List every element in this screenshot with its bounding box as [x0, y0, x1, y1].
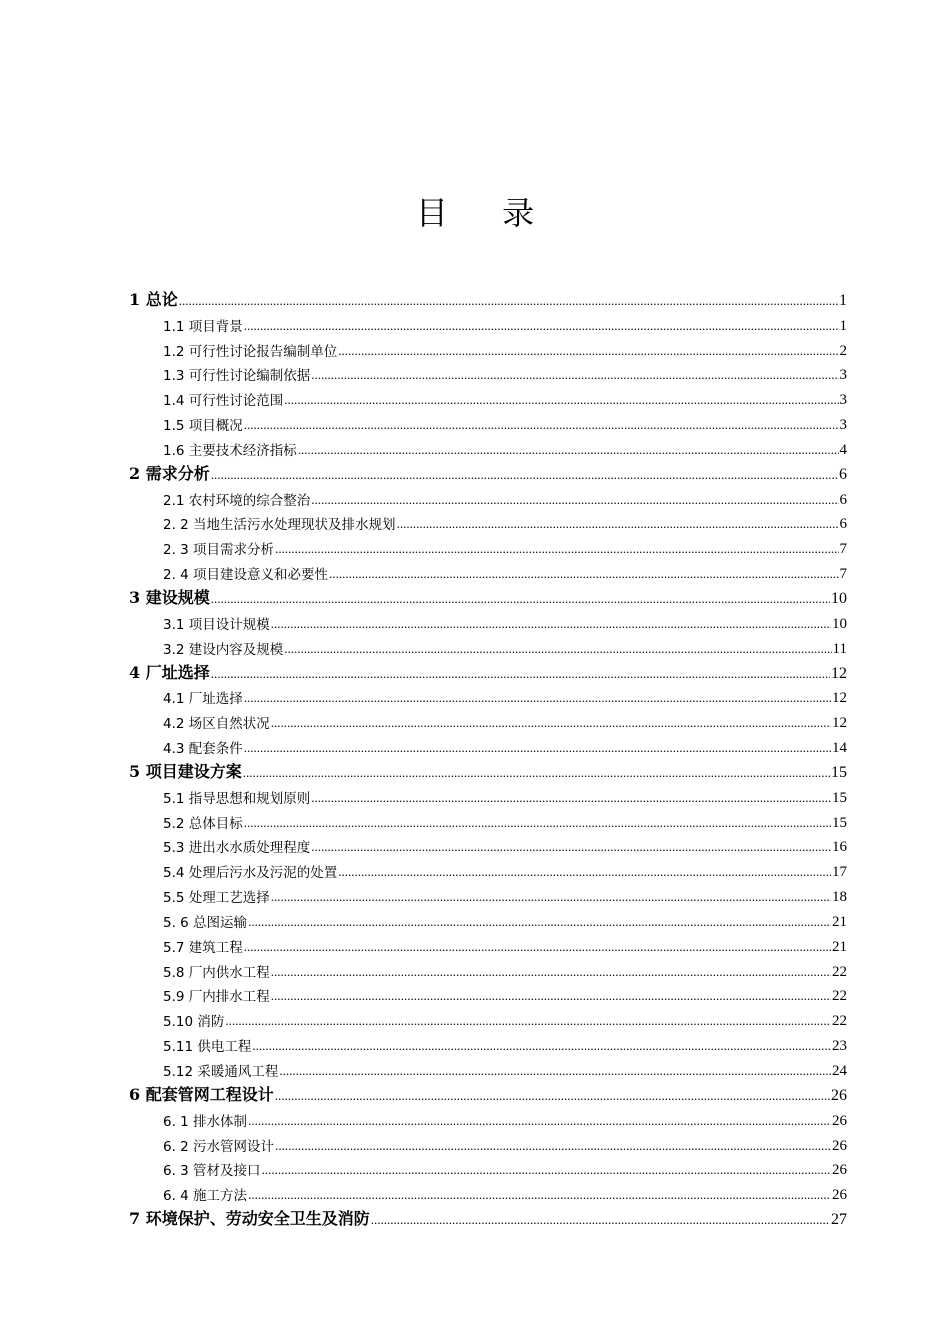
toc-entry-label: 3.2 建设内容及规模 — [163, 641, 284, 658]
toc-section-entry[interactable] — [129, 310, 847, 335]
toc-entry-label: 5.3 进出水水质处理程度 — [163, 840, 311, 857]
toc-section-entry[interactable] — [129, 707, 847, 732]
toc-section-entry[interactable] — [129, 956, 847, 981]
toc-section-entry[interactable] — [129, 1105, 847, 1130]
dot-leader — [179, 294, 838, 310]
toc-page-number: 21 — [832, 913, 847, 930]
toc-section-entry[interactable] — [129, 533, 847, 558]
toc-section-entry[interactable] — [129, 856, 847, 881]
toc-entry-label: 5.12 采暖通风工程 — [163, 1064, 279, 1080]
dot-leader — [243, 766, 830, 782]
toc-page-number: 17 — [832, 864, 847, 881]
toc-section-entry[interactable] — [129, 931, 847, 956]
dot-leader — [248, 915, 831, 931]
toc-page-number: 24 — [832, 1063, 847, 1079]
dot-leader — [371, 1213, 830, 1229]
dot-leader — [248, 1188, 831, 1204]
toc-entry-label: 1.2 可行性讨论报告编制单位 — [163, 343, 338, 360]
toc-entry-label: 5.10 消防 — [163, 1014, 225, 1031]
dot-leader — [244, 940, 831, 956]
toc-page-number: 21 — [832, 938, 847, 955]
toc-section-entry[interactable] — [129, 335, 847, 360]
toc-section-entry[interactable] — [129, 633, 847, 658]
dot-leader — [244, 691, 831, 707]
toc-page-number: 1 — [839, 291, 847, 309]
dot-leader — [244, 741, 831, 757]
toc-chapter-entry[interactable] — [129, 1080, 847, 1105]
toc-entry-label: 3.1 项目设计规模 — [163, 616, 270, 633]
toc-chapter-entry[interactable] — [129, 658, 847, 683]
toc-section-entry[interactable] — [129, 782, 847, 807]
toc-entry-label: 4.2 场区自然状况 — [163, 716, 270, 733]
toc-section-entry[interactable] — [129, 409, 847, 434]
dot-leader — [338, 344, 838, 360]
dot-leader — [271, 716, 831, 732]
toc-page-number: 4 — [839, 441, 847, 458]
toc-section-entry[interactable] — [129, 608, 847, 633]
toc-section-entry[interactable] — [129, 732, 847, 757]
toc-entry-label: 6. 2 污水管网设计 — [163, 1138, 275, 1155]
toc-entry-label: 5.7 建筑工程 — [163, 939, 243, 956]
toc-section-entry[interactable] — [129, 906, 847, 931]
table-of-contents — [129, 285, 847, 1229]
dot-leader — [244, 816, 831, 832]
toc-page-number: 18 — [832, 889, 847, 906]
toc-page-number: 10 — [832, 615, 847, 632]
dot-leader — [311, 840, 831, 856]
toc-section-entry[interactable] — [129, 1155, 847, 1180]
toc-page-number: 15 — [832, 789, 847, 806]
dot-leader — [298, 443, 839, 459]
toc-section-entry[interactable] — [129, 1130, 847, 1155]
toc-entry-label: 1.6 主要技术经济指标 — [163, 442, 297, 459]
toc-entry-label: 1.3 可行性讨论编制依据 — [163, 368, 311, 385]
toc-entry-label: 1 总论 — [129, 289, 178, 309]
dot-leader — [244, 319, 839, 335]
dot-leader — [284, 642, 831, 658]
toc-entry-label: 6 配套管网工程设计 — [129, 1084, 274, 1104]
toc-section-entry[interactable] — [129, 1030, 847, 1055]
toc-page-number: 12 — [832, 715, 847, 732]
toc-entry-label: 1.5 项目概况 — [163, 418, 243, 435]
toc-section-entry[interactable] — [129, 807, 847, 832]
toc-entry-label: 2. 3 项目需求分析 — [163, 542, 275, 559]
dot-leader — [248, 1114, 831, 1130]
toc-chapter-entry[interactable] — [129, 1204, 847, 1229]
toc-section-entry[interactable] — [129, 360, 847, 385]
toc-section-entry[interactable] — [129, 384, 847, 409]
toc-page-number: 3 — [839, 367, 847, 384]
toc-page-number: 26 — [832, 1187, 847, 1204]
dot-leader — [275, 542, 838, 558]
toc-page-number: 26 — [832, 1162, 847, 1179]
toc-page-number: 11 — [832, 640, 847, 657]
toc-section-entry[interactable] — [129, 558, 847, 583]
toc-page-number: 7 — [839, 566, 847, 583]
dot-leader — [311, 791, 831, 807]
toc-entry-label: 3 建设规模 — [129, 587, 210, 607]
toc-entry-label: 6. 1 排水体制 — [163, 1113, 248, 1130]
toc-page-number: 12 — [832, 690, 847, 707]
page-title: 目 录 — [415, 194, 557, 232]
toc-section-entry[interactable] — [129, 509, 847, 534]
toc-page-number: 22 — [832, 988, 847, 1005]
toc-page-number: 7 — [839, 541, 847, 558]
toc-entry-label: 6. 4 施工方法 — [163, 1188, 248, 1205]
dot-leader — [252, 1039, 831, 1055]
toc-section-entry[interactable] — [129, 1005, 847, 1030]
toc-page-number: 14 — [832, 740, 847, 757]
dot-leader — [225, 1014, 831, 1030]
toc-page-number: 6 — [839, 516, 847, 533]
toc-entry-label: 2. 4 项目建设意义和必要性 — [163, 567, 329, 584]
toc-section-entry[interactable] — [129, 484, 847, 509]
toc-entry-label: 1.4 可行性讨论范围 — [163, 393, 284, 410]
toc-entry-label: 1.1 项目背景 — [163, 318, 243, 335]
toc-chapter-entry[interactable] — [129, 757, 847, 782]
toc-entry-label: 2.1 农村环境的综合整治 — [163, 492, 311, 509]
toc-page-number: 26 — [832, 1137, 847, 1154]
dot-leader — [311, 493, 838, 509]
toc-page-number: 10 — [831, 589, 847, 607]
toc-entry-label: 5.1 指导思想和规划原则 — [163, 790, 311, 807]
toc-entry-label: 4.3 配套条件 — [163, 741, 243, 758]
toc-page-number: 27 — [831, 1211, 847, 1229]
toc-page-number: 1 — [839, 317, 847, 334]
dot-leader — [244, 418, 839, 434]
toc-entry-label: 5 项目建设方案 — [129, 761, 242, 781]
dot-leader — [271, 890, 831, 906]
toc-section-entry[interactable] — [129, 832, 847, 857]
dot-leader — [338, 865, 831, 881]
toc-entry-label: 4 厂址选择 — [129, 662, 210, 682]
dot-leader — [397, 517, 839, 533]
toc-entry-label: 5.9 厂内排水工程 — [163, 989, 270, 1006]
toc-page-number: 26 — [832, 1112, 847, 1129]
dot-leader — [271, 989, 831, 1005]
toc-page-number: 26 — [831, 1086, 847, 1104]
toc-entry-label: 4.1 厂址选择 — [163, 691, 243, 708]
toc-entry-label: 2 需求分析 — [129, 463, 210, 483]
toc-chapter-entry[interactable] — [129, 583, 847, 608]
toc-page-number: 3 — [839, 392, 847, 409]
toc-page-number: 2 — [839, 342, 847, 359]
toc-entry-label: 5. 6 总图运输 — [163, 914, 248, 931]
toc-page-number: 15 — [831, 763, 847, 781]
toc-page-number: 6 — [839, 491, 847, 508]
dot-leader — [275, 1139, 831, 1155]
toc-page-number: 22 — [832, 963, 847, 980]
toc-section-entry[interactable] — [129, 981, 847, 1006]
toc-entry-label: 5.5 处理工艺选择 — [163, 890, 270, 907]
toc-entry-label: 5.4 处理后污水及污泥的处置 — [163, 865, 338, 882]
dot-leader — [311, 368, 838, 384]
dot-leader — [271, 965, 831, 981]
toc-section-entry[interactable] — [129, 683, 847, 708]
toc-entry-label: 2. 2 当地生活污水处理现状及排水规划 — [163, 517, 396, 534]
dot-leader — [211, 592, 830, 608]
toc-page-number: 22 — [832, 1013, 847, 1030]
toc-page-number: 3 — [839, 417, 847, 434]
toc-entry-label: 6. 3 管材及接口 — [163, 1163, 261, 1180]
toc-entry-label: 7 环境保护、劳动安全卫生及消防 — [129, 1209, 370, 1229]
toc-page-number: 23 — [832, 1038, 847, 1055]
dot-leader — [262, 1163, 831, 1179]
toc-section-entry[interactable] — [129, 1055, 847, 1080]
toc-page-number: 16 — [832, 839, 847, 856]
dot-leader — [284, 393, 838, 409]
dot-leader — [275, 1089, 830, 1105]
toc-page-number: 6 — [839, 465, 847, 483]
toc-section-entry[interactable] — [129, 434, 847, 459]
toc-chapter-entry[interactable] — [129, 459, 847, 484]
toc-section-entry[interactable] — [129, 1179, 847, 1204]
toc-chapter-entry[interactable] — [129, 285, 847, 310]
toc-page-number: 15 — [832, 814, 847, 831]
dot-leader — [211, 468, 838, 484]
toc-section-entry[interactable] — [129, 881, 847, 906]
dot-leader — [279, 1064, 831, 1080]
dot-leader — [211, 667, 830, 683]
toc-page-number: 12 — [831, 664, 847, 682]
toc-entry-label: 5.11 供电工程 — [163, 1039, 252, 1056]
dot-leader — [271, 617, 831, 633]
dot-leader — [329, 567, 838, 583]
toc-entry-label: 5.2 总体目标 — [163, 815, 243, 832]
toc-entry-label: 5.8 厂内供水工程 — [163, 964, 270, 981]
